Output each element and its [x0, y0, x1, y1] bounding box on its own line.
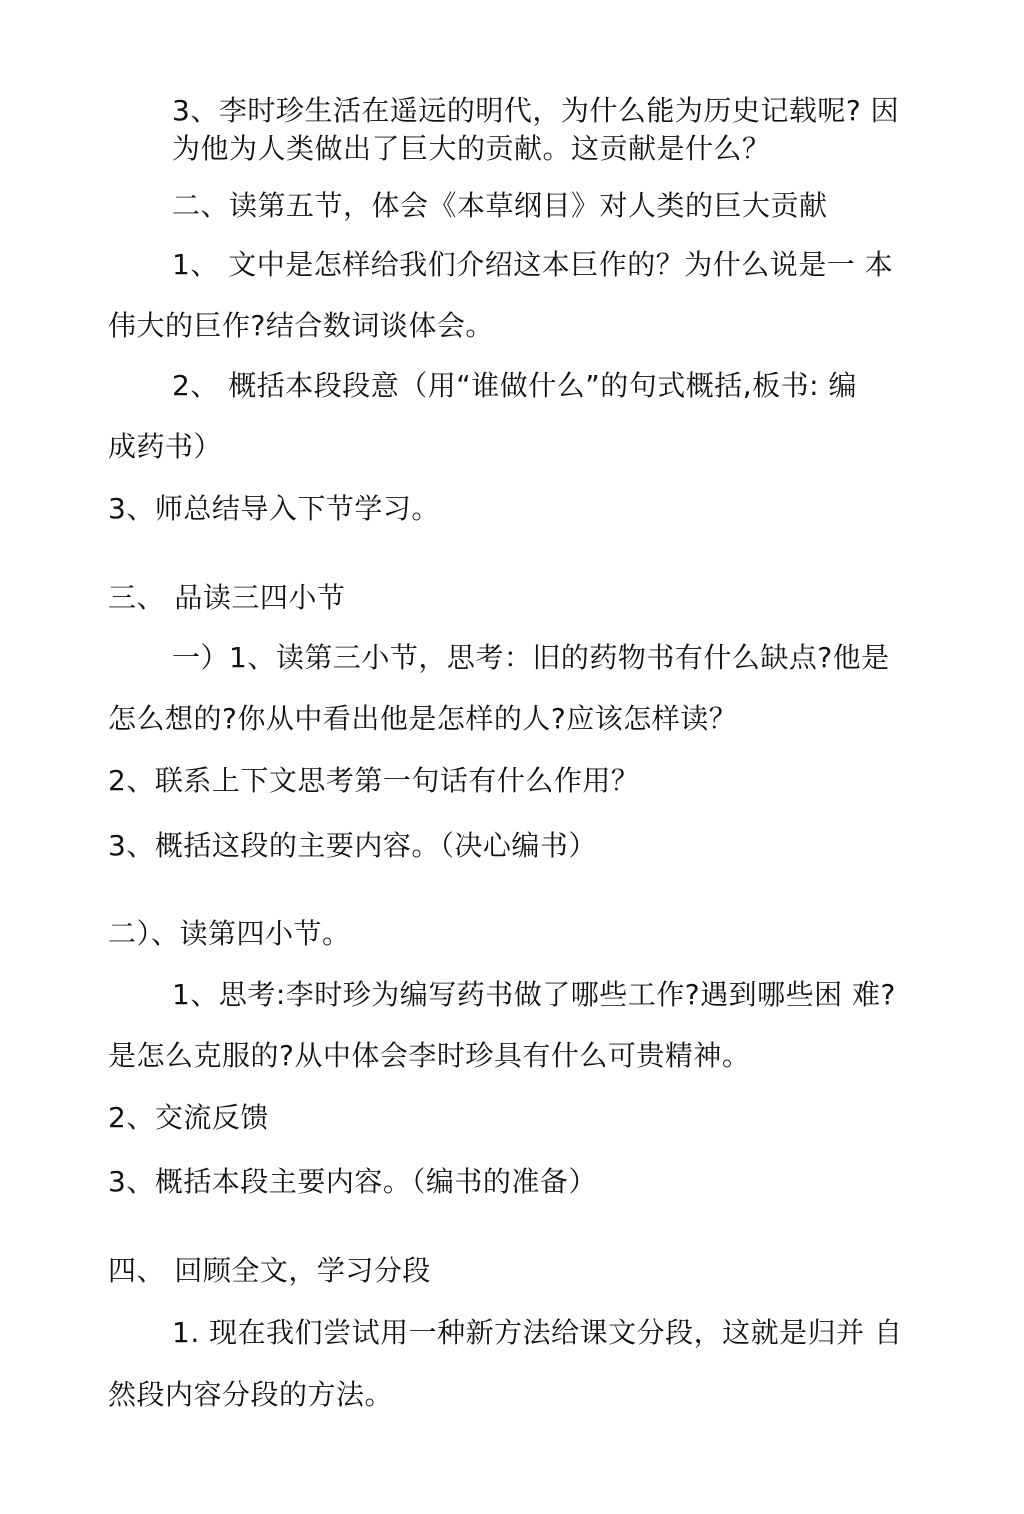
item-2-continuation: 成药书） [108, 430, 223, 463]
heading-read-section-5: 二、读第五节，体会《本草纲目》对人类的巨大贡献 [172, 189, 828, 222]
item-1-continuation: 伟大的巨作?结合数词谈体会。 [108, 309, 494, 342]
heading-review-full-text: 四、 回顾全文，学习分段 [108, 1254, 431, 1287]
subsection-2-item-1: 1、思考:李时珍为编写药书做了哪些工作?遇到哪些困 难? [172, 978, 896, 1011]
subsection-1-item-2: 2、联系上下文思考第一句话有什么作用？ [108, 764, 640, 797]
review-item-1-continuation: 然段内容分段的方法。 [108, 1378, 394, 1411]
subsection-2-item-3: 3、概括本段主要内容。（编书的准备） [108, 1165, 597, 1198]
subsection-1-item-1: 一）1、读第三小节，思考：旧的药物书有什么缺点?他是 [172, 641, 890, 674]
subsection-1-item-3: 3、概括这段的主要内容。（决心编书） [108, 829, 597, 862]
item-3-teacher-summary: 3、师总结导入下节学习。 [108, 492, 440, 525]
paragraph-3-contribution: 3、李时珍生活在遥远的明代，为什么能为历史记载呢? 因为他为人类做出了巨大的贡献。这贡献是什么？ [172, 94, 900, 165]
heading-read-sections-3-4: 三、 品读三四小节 [108, 581, 346, 614]
review-item-1: 1. 现在我们尝试用一种新方法给课文分段，这就是归并 自 [172, 1316, 903, 1349]
item-1-introduce-work: 1、 文中是怎样给我们介绍这本巨作的？为什么说是一 本 [172, 248, 894, 281]
subsection-2-item-2: 2、交流反馈 [108, 1101, 269, 1134]
subsection-1-item-1-continuation: 怎么想的?你从中看出他是怎样的人?应该怎样读？ [108, 702, 738, 735]
subsection-2-item-1-continuation: 是怎么克服的?从中体会李时珍具有什么可贵精神。 [108, 1039, 751, 1072]
item-2-summarize: 2、 概括本段段意（用“谁做什么”的句式概括,板书: 编 [172, 369, 857, 402]
subsection-2-heading: 二）、读第四小节。 [108, 917, 351, 950]
